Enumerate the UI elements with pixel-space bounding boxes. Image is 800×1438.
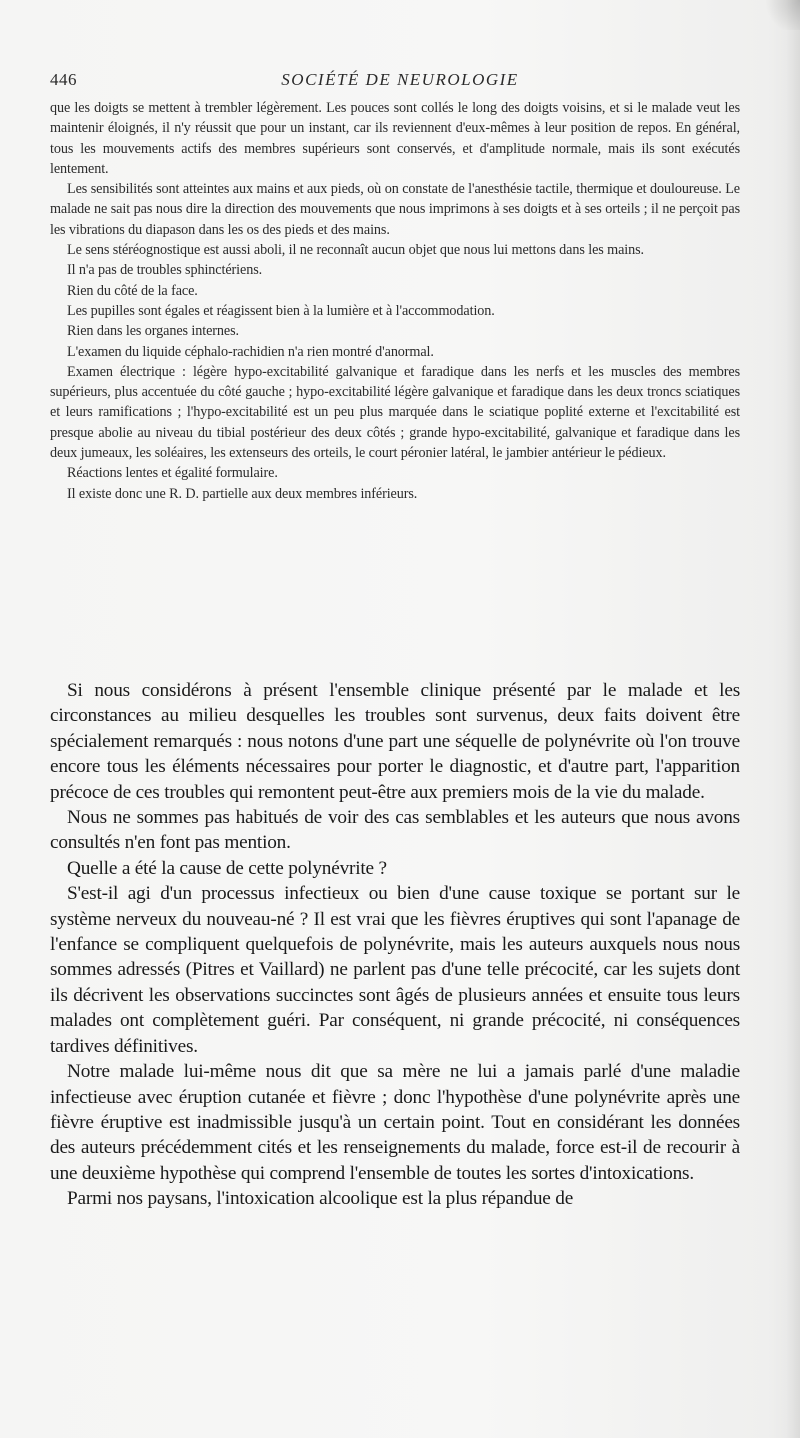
paragraph-infectious-hypothesis: S'est-il agi d'un processus infectieux ou bien d'une cause toxique se portant sur le système nerveux du nouveau-né ? Il est vrai que les fièvres éruptives qui sont l'apanage de l'enfance se compliquent quelquefois de polynévrite, mais les auteurs auxquels nous nous sommes adressés (Pitres et Vaillard) ne parlent pas d'une telle précocité, car les sujets dont ils décrivent les observations succinctes sont âgés de plusieurs années et ensuite tous leurs malades ont complètement guéri. Par conséquent, ni grande précocité, ni conséquences tardives définitives. <box>50 883 740 1057</box>
paragraph-sensibility: Les sensibilités sont atteintes aux mains et aux pieds, où on constate de l'anesthésie tactile, thermique et douloureuse. Le malade ne sait pas nous dire la direction des mouvements que nous imprimons à ses doigts et à ses orteils ; il ne perçoit pas les vibrations du diapason dans les os des pieds et des mains. <box>50 181 740 238</box>
paragraph-clinical-overview: Si nous considérons à présent l'ensemble clinique présenté par le malade et les circonstances au milieu desquelles les troubles sont survenus, deux faits doivent être spécialement remarqués : nous notons d'une part une séquelle de polynévrite où l'on trouve encore tous les éléments nécessaires pour porter le diagnostic, et d'autre part, l'apparition précoce de ces troubles qui remontent peut-être aux premiers mois de la vie du malade. <box>50 680 740 803</box>
discussion-large-type <box>50 678 740 1212</box>
paragraph-face: Rien du côté de la face. <box>67 282 198 299</box>
page-edge-shadow <box>786 0 800 1438</box>
paragraph-electrical-exam: Examen électrique : légère hypo-excitabilité galvanique et faradique dans les nerfs et les muscles des membres supérieurs, plus accentuée du côté gauche ; hypo-excitabilité légère galvanique et faradique dans les deux troncs sciatiques et leurs ramifications ; l'hypo-excitabilité est un peu plus marquée dans le sciatique poplité externe et l'excitabilité est presque abolie au niveau du tibial postérieur des deux côtés ; grande hypo-excitabilité, galvanique et faradique dans les deux jumeaux, les soléaires, les extenseurs des orteils, le court péronier latéral, le jambier antérieur le pédieux. <box>50 363 740 462</box>
journal-title: SOCIÉTÉ DE NEUROLOGIE <box>281 70 519 89</box>
paragraph-motor-continuation: que les doigts se mettent à trembler légèrement. Les pouces sont collés le long des doigts voisins, et si le malade veut les maintenir éloignés, il n'y réussit que pour un instant, car ils reviennent d'eux-mêmes à leur position de repos. En général, tous les mouvements actifs des membres supérieurs sont conservés, et d'amplitude normale, mais ils sont exécutés lentement. <box>50 100 740 177</box>
paragraph-literature: Nous ne sommes pas habitués de voir des cas semblables et les auteurs que nous avons consultés n'en font pas mention. <box>50 807 740 854</box>
paragraph-internal-organs: Rien dans les organes internes. <box>67 323 239 340</box>
paragraph-pupils: Les pupilles sont égales et réagissent bien à la lumière et à l'accommodation. <box>67 302 495 319</box>
paragraph-csf-exam: L'examen du liquide céphalo-rachidien n'a rien montré d'anormal. <box>67 343 434 360</box>
paragraph-stereognosis: Le sens stéréognostique est aussi aboli, il ne reconnaît aucun objet que nous lui mettons dans les mains. <box>67 242 644 259</box>
paragraph-reactions: Réactions lentes et égalité formulaire. <box>67 465 278 482</box>
case-report-small-type <box>50 98 740 504</box>
paragraph-sphincter: Il n'a pas de troubles sphinctériens. <box>67 262 263 279</box>
paragraph-cause-question: Quelle a été la cause de cette polynévrite ? <box>67 857 387 879</box>
paragraph-rd-conclusion: Il existe donc une R. D. partielle aux deux membres inférieurs. <box>67 485 418 502</box>
paragraph-alcohol-intoxication: Parmi nos paysans, l'intoxication alcoolique est la plus répandue de <box>67 1188 574 1210</box>
page-number: 446 <box>50 70 77 89</box>
paragraph-toxic-hypothesis: Notre malade lui-même nous dit que sa mère ne lui a jamais parlé d'une maladie infectieuse avec éruption cutanée et fièvre ; donc l'hypothèse d'une polynévrite après une fièvre éruptive est inadmissible jusqu'à un certain point. Tout en considérant les données des auteurs précédemment cités et les renseignements du malade, force est-il de recourir à une deuxième hypothèse qui comprend l'ensemble de toutes les sortes d'intoxications. <box>50 1061 740 1184</box>
running-header <box>50 70 750 94</box>
